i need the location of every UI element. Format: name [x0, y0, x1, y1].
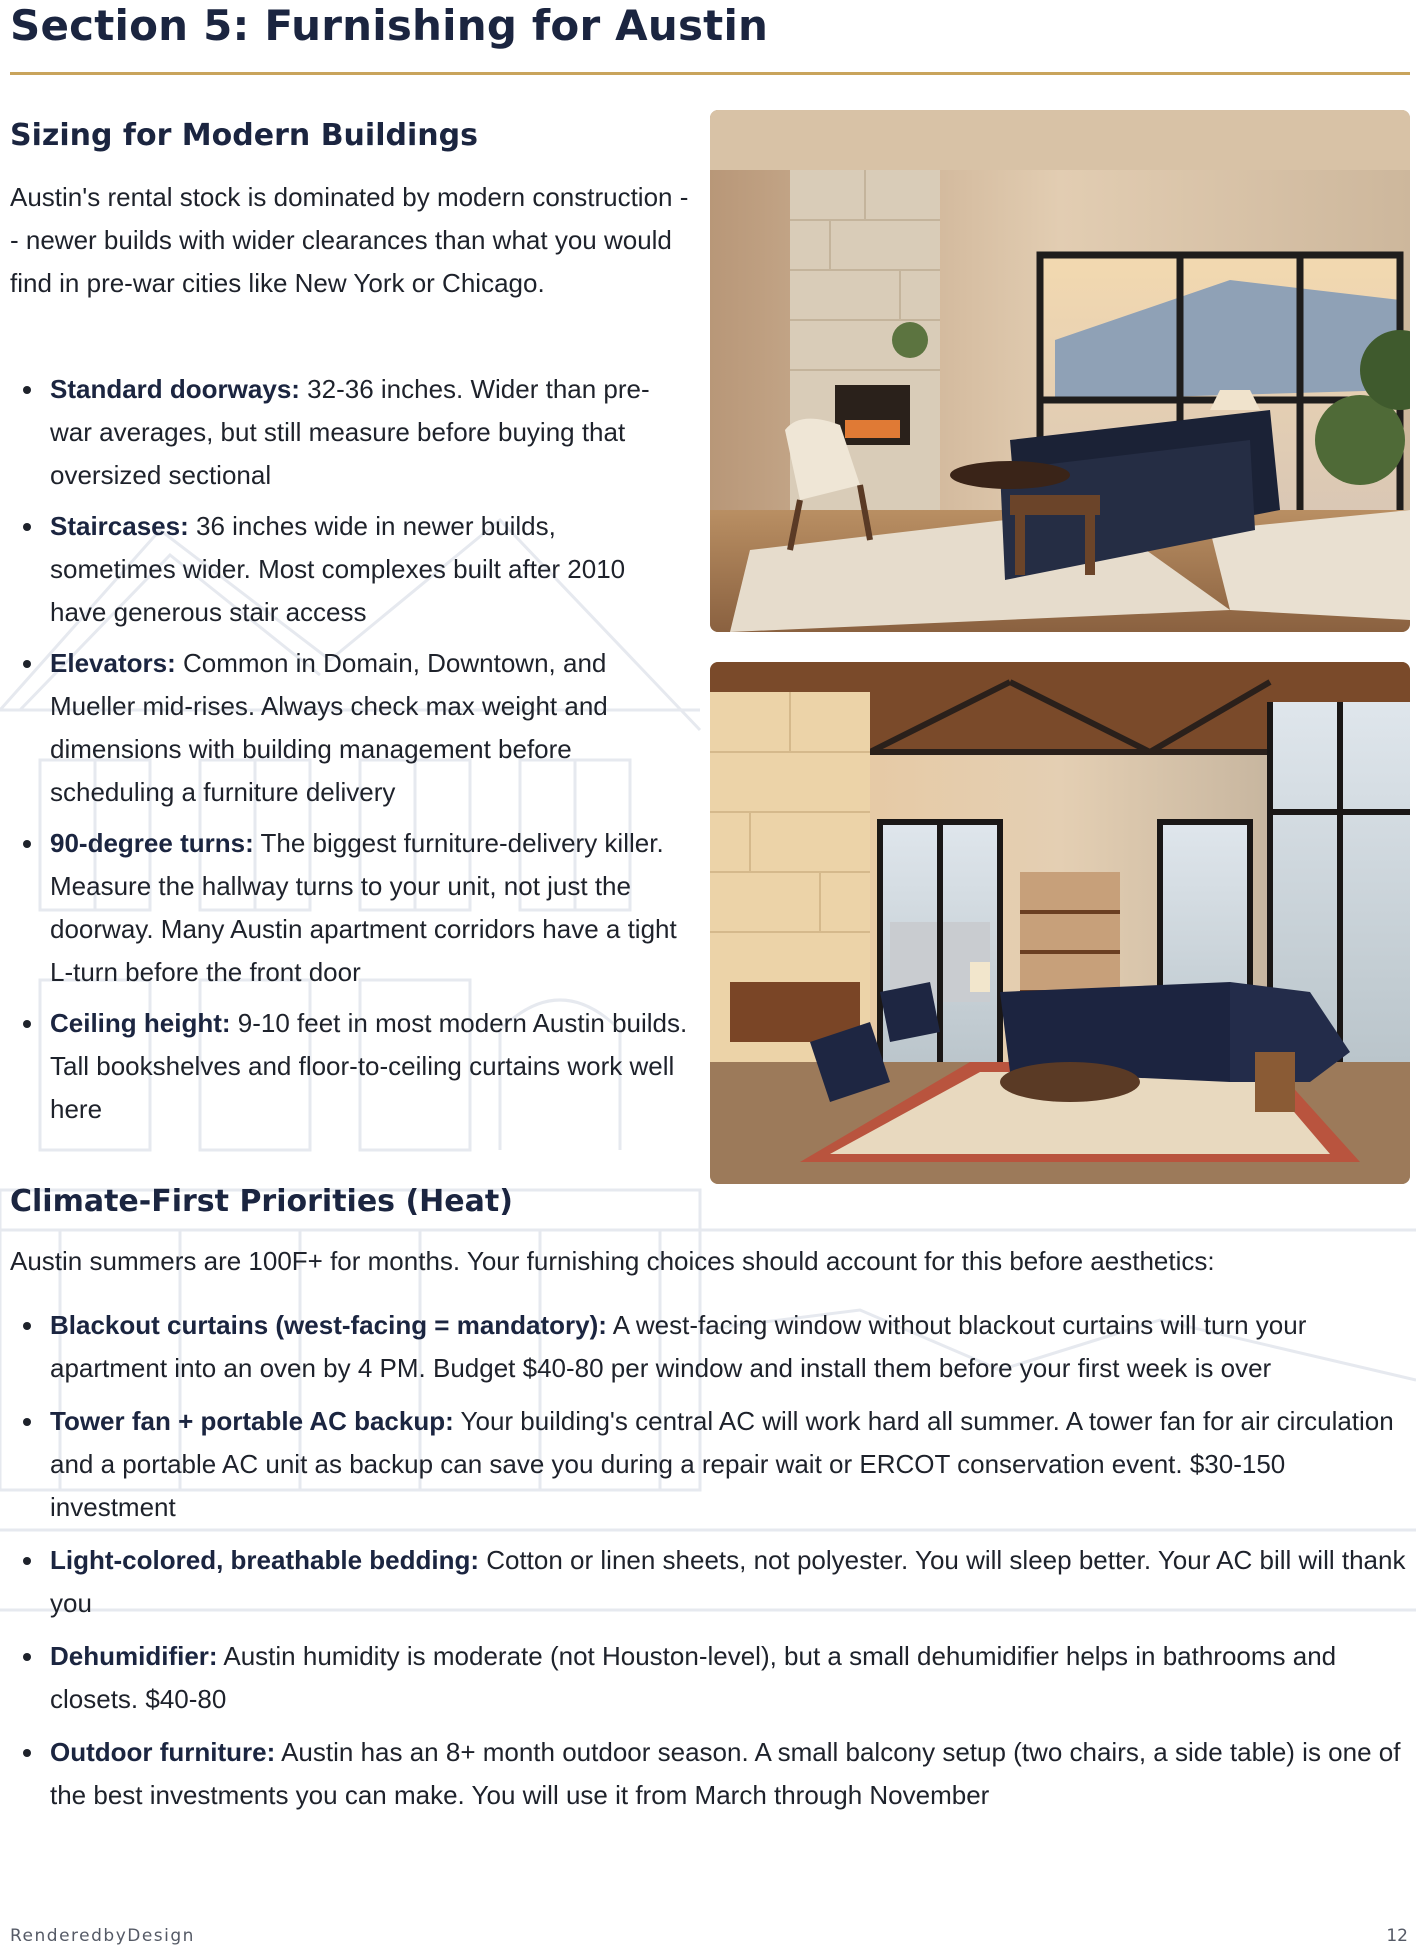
list-item [10, 1539, 1414, 1625]
climate-intro: Austin summers are 100F+ for months. Your furnishing choices should account for this before aesthetics: [10, 1246, 1215, 1276]
item-text: 36 inches wide in newer builds, sometimes wider. Most complexes built after 2010 have generous stair access [50, 511, 626, 627]
list-item [10, 1731, 1414, 1817]
item-text: Austin humidity is moderate (not Houston-level), but a small dehumidifier helps in bathrooms and closets. $40-80 [50, 1641, 1337, 1714]
item-label: Ceiling height: [50, 1008, 231, 1038]
sizing-list [10, 368, 688, 1139]
item-text: Austin has an 8+ month outdoor season. A small balcony setup (two chairs, a side table) is one of the best investments you can make. You will use it from March through November [50, 1737, 1401, 1810]
list-item [10, 368, 688, 497]
item-label: Staircases: [50, 511, 189, 541]
item-label: Standard doorways: [50, 374, 300, 404]
sizing-heading: Sizing for Modern Buildings [10, 118, 478, 153]
item-label: Light-colored, breathable bedding: [50, 1545, 479, 1575]
item-text: 9-10 feet in most modern Austin builds. Tall bookshelves and floor-to-ceiling curtains work well here [50, 1008, 688, 1124]
climate-heading: Climate-First Priorities (Heat) [10, 1184, 513, 1219]
item-text: The biggest furniture-delivery killer. Measure the hallway turns to your unit, not just the doorway. Many Austin apartment corridors have a tight L-turn before the front door [50, 828, 677, 987]
list-item [10, 1002, 688, 1131]
climate-list [10, 1304, 1414, 1827]
list-item [10, 822, 688, 994]
list-item [10, 505, 688, 634]
living-room-fireplace-photo [710, 110, 1410, 632]
item-text: 32-36 inches. Wider than pre-war averages, but still measure before buying that oversized sectional [50, 374, 650, 490]
item-text: Common in Domain, Downtown, and Mueller mid-rises. Always check max weight and dimensions with building management before scheduling a furniture delivery [50, 648, 608, 807]
item-label: Elevators: [50, 648, 176, 678]
item-label: Dehumidifier: [50, 1641, 218, 1671]
item-text: Cotton or linen sheets, not polyester. You will sleep better. Your AC bill will thank you [50, 1545, 1406, 1618]
list-item [10, 1635, 1414, 1721]
footer-brand: RenderedbyDesign [10, 1926, 195, 1946]
page-number: 12 [1386, 1926, 1408, 1946]
list-item [10, 1400, 1414, 1529]
item-text: A west-facing window without blackout curtains will turn your apartment into an oven by 4 PM. Budget $40-80 per window and install them before your first week is over [50, 1310, 1307, 1383]
page-title: Section 5: Furnishing for Austin [10, 1, 769, 50]
sizing-intro: Austin's rental stock is dominated by modern construction -- newer builds with wider clearances than what you would find in pre-war cities like New York or Chicago. [10, 182, 689, 298]
loft-living-room-photo [710, 662, 1410, 1184]
item-label: 90-degree turns: [50, 828, 254, 858]
item-label: Blackout curtains (west-facing = mandatory): [50, 1310, 607, 1340]
item-label: Outdoor furniture: [50, 1737, 276, 1767]
item-label: Tower fan + portable AC backup: [50, 1406, 454, 1436]
title-divider [10, 72, 1410, 75]
list-item [10, 642, 688, 814]
list-item [10, 1304, 1414, 1390]
item-text: Your building's central AC will work hard all summer. A tower fan for air circulation and a portable AC unit as backup can save you during a repair wait or ERCOT conservation event. $30-150 investment [50, 1406, 1394, 1522]
